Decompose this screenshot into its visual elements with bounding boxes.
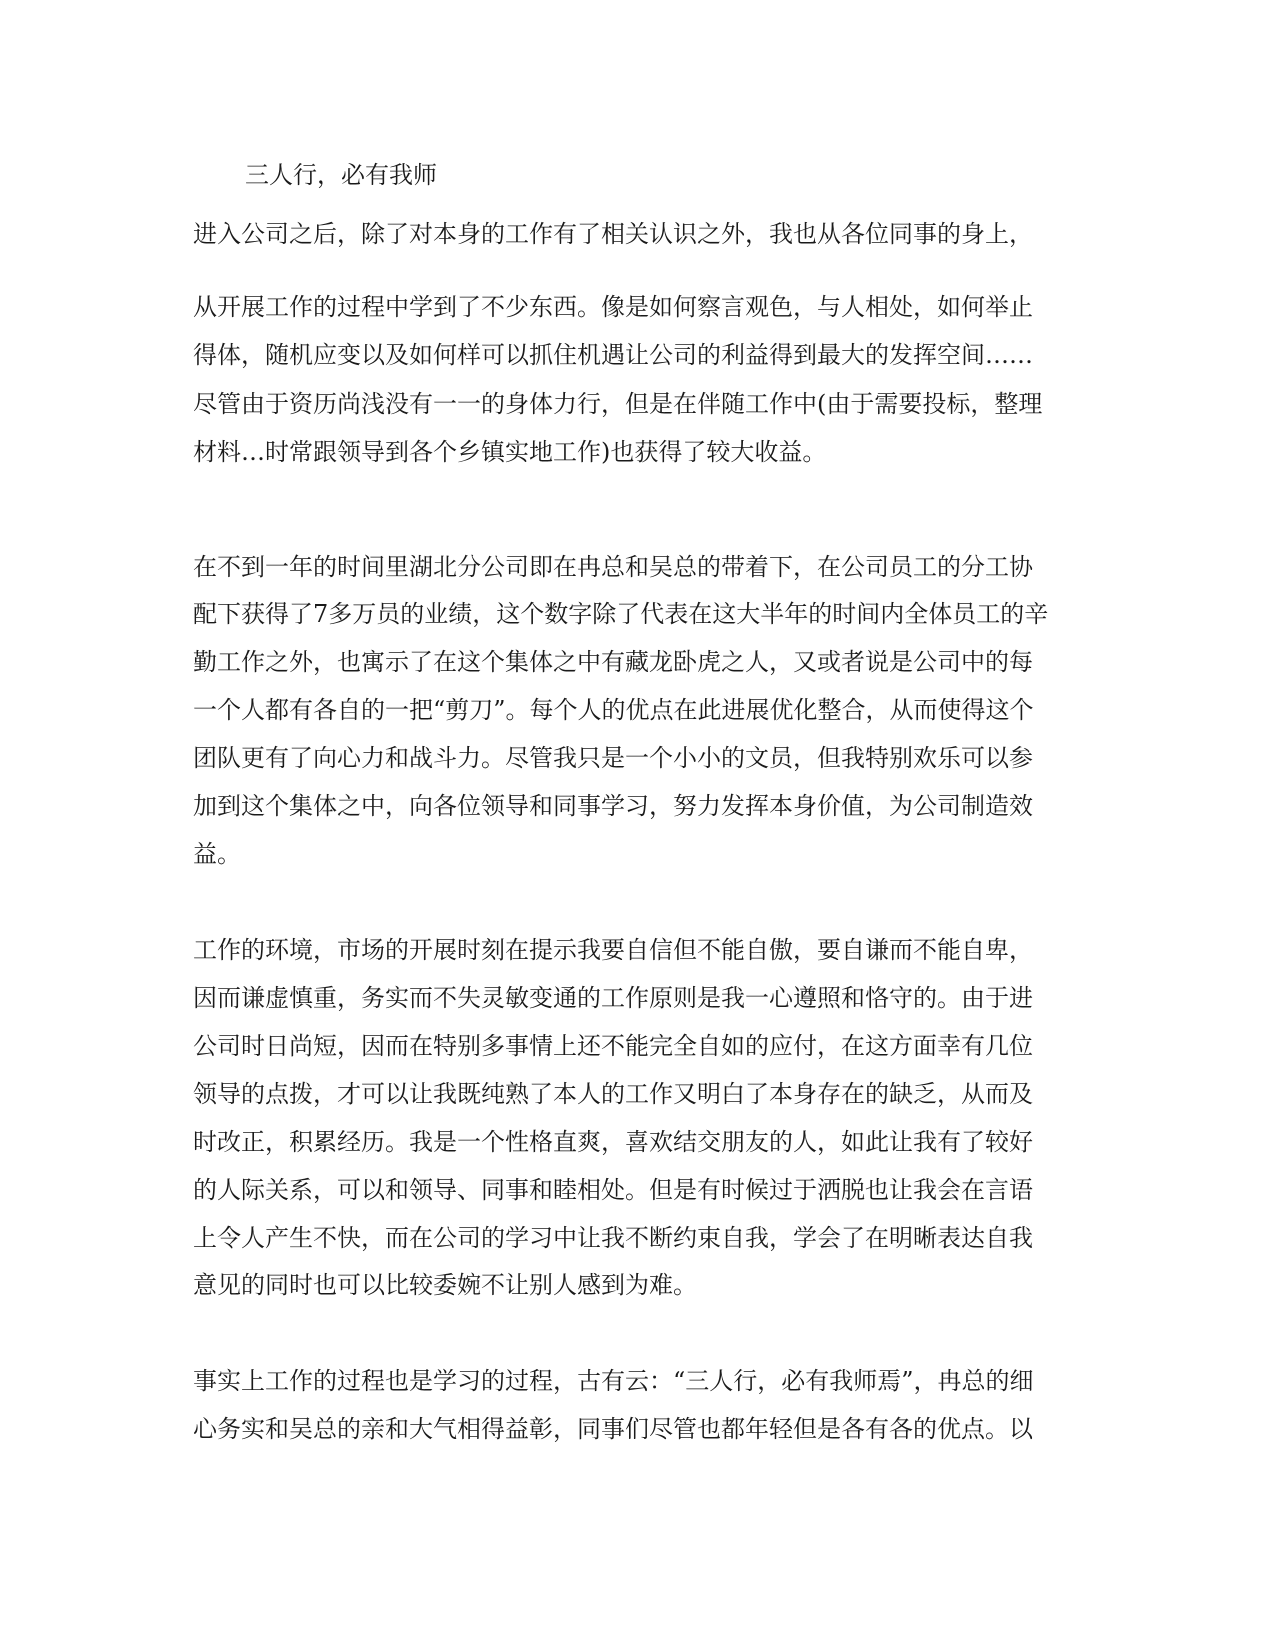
text-line: 配下获得了7多万员的业绩，这个数字除了代表在这大半年的时间内全体员工的辛 (193, 600, 1049, 628)
text-line: 上令人产生不快，而在公司的学习中让我不断约束自我，学会了在明晰表达自我 (193, 1224, 1033, 1252)
text-line: 意见的同时也可以比较委婉不让别人感到为难。 (193, 1271, 697, 1299)
text-line: 尽管由于资历尚浅没有一一的身体力行，但是在伴随工作中(由于需要投标，整理 (193, 390, 1043, 418)
text-line: 公司时日尚短，因而在特别多事情上还不能完全自如的应付，在这方面幸有几位 (193, 1032, 1033, 1060)
text-line: 加到这个集体之中，向各位领导和同事学习，努力发挥本身价值，为公司制造效 (193, 792, 1033, 820)
text-line: 团队更有了向心力和战斗力。尽管我只是一个小小的文员，但我特别欢乐可以参 (193, 744, 1033, 772)
text-line: 在不到一年的时间里湖北分公司即在冉总和吴总的带着下，在公司员工的分工协 (193, 553, 1033, 581)
text-line: 进入公司之后，除了对本身的工作有了相关认识之外，我也从各位同事的身上， (193, 220, 1033, 248)
text-line: 心务实和吴总的亲和大气相得益彰，同事们尽管也都年轻但是各有各的优点。以 (193, 1415, 1033, 1443)
text-line: 益。 (193, 840, 241, 868)
text-line: 事实上工作的过程也是学习的过程，古有云：“三人行，必有我师焉”，冉总的细 (193, 1367, 1034, 1395)
text-line: 材料…时常跟领导到各个乡镇实地工作)也获得了较大收益。 (193, 438, 827, 466)
text-line: 得体，随机应变以及如何样可以抓住机遇让公司的利益得到最大的发挥空间…… (193, 341, 1033, 369)
text-line: 因而谦虚慎重，务实而不失灵敏变通的工作原则是我一心遵照和恪守的。由于进 (193, 984, 1033, 1012)
document-title: 三人行，必有我师 (245, 161, 437, 189)
text-line: 领导的点拨，才可以让我既纯熟了本人的工作又明白了本身存在的缺乏，从而及 (193, 1080, 1033, 1108)
text-line: 勤工作之外，也寓示了在这个集体之中有藏龙卧虎之人，又或者说是公司中的每 (193, 648, 1033, 676)
text-line: 时改正，积累经历。我是一个性格直爽，喜欢结交朋友的人，如此让我有了较好 (193, 1128, 1033, 1156)
text-line: 工作的环境，市场的开展时刻在提示我要自信但不能自傲，要自谦而不能自卑， (193, 936, 1033, 964)
text-line: 的人际关系，可以和领导、同事和睦相处。但是有时候过于洒脱也让我会在言语 (193, 1176, 1033, 1204)
text-line: 从开展工作的过程中学到了不少东西。像是如何察言观色，与人相处，如何举止 (193, 293, 1033, 321)
text-line: 一个人都有各自的一把“剪刀”。每个人的优点在此进展优化整合，从而使得这个 (193, 696, 1034, 724)
